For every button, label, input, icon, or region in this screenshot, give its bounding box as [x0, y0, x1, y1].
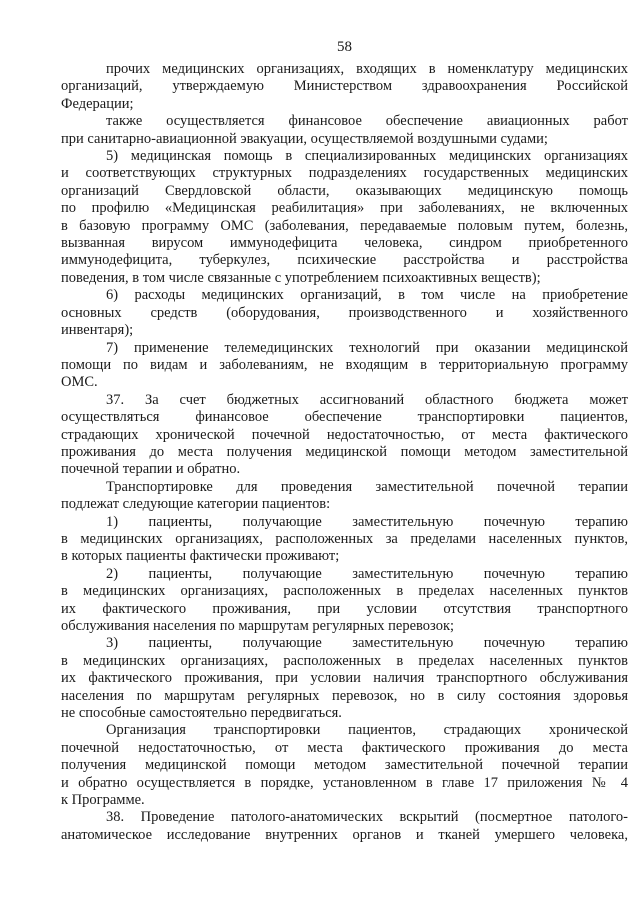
document-body: [61, 61, 628, 844]
text-line: инвентаря);: [61, 322, 134, 339]
text-line: проживания до места получения медицинской помощи методом заместительной: [61, 443, 628, 460]
text-line: 6) расходы медицинских организаций, в том числе на приобретение: [106, 287, 628, 304]
paragraph: [61, 514, 628, 566]
page-number: 58: [337, 39, 352, 55]
paragraph: [61, 722, 628, 809]
text-line: иммунодефицита, туберкулез, психические расстройства и расстройства: [61, 252, 628, 269]
text-line: поведения, в том числе связанные с употреблением психоактивных веществ);: [61, 269, 541, 286]
text-line: в которых пациенты фактически проживают;: [61, 548, 340, 565]
text-line: страдающих хронической почечной недостаточностью, от места фактического: [61, 426, 628, 443]
text-line: почечной недостаточностью, от места фактического проживания до места: [61, 739, 628, 756]
text-line: 7) применение телемедицинских технологий при оказании медицинской: [106, 339, 628, 356]
text-line: помощи по видам и заболеваниям, не входящим в территориальную программу: [61, 356, 628, 373]
paragraph: [61, 392, 628, 479]
paragraph: [61, 566, 628, 636]
text-line: населения по маршрутам регулярных перевозок, но в силу состояния здоровья: [61, 687, 628, 704]
paragraph: [61, 148, 628, 287]
paragraph: [61, 340, 628, 392]
text-line: и обратно осуществляется в порядке, установленном в главе 17 приложения № 4: [61, 774, 628, 791]
text-line: Организация транспортировки пациентов, страдающих хронической: [106, 722, 628, 739]
text-line: почечной терапии и обратно.: [61, 461, 241, 478]
text-line: их фактического проживания, при условии отсутствия транспортного: [61, 600, 628, 617]
text-line: прочих медицинских организациях, входящих в номенклатуру медицинских: [106, 61, 628, 77]
text-line: Транспортировке для проведения заместительной почечной терапии: [106, 478, 628, 495]
text-line: 2) пациенты, получающие заместительную почечную терапию: [106, 565, 628, 582]
text-line: 37. За счет бюджетных ассигнований областного бюджета может: [106, 391, 628, 408]
paragraph: [61, 635, 628, 722]
text-line: 38. Проведение патолого-анатомических вскрытий (посмертное патолого-: [106, 809, 628, 826]
text-line: по профилю «Медицинская реабилитация» при заболеваниях, не включенных: [61, 200, 628, 217]
text-line: обслуживания населения по маршрутам регулярных перевозок;: [61, 618, 455, 634]
text-line: подлежат следующие категории пациентов:: [61, 496, 331, 513]
text-line: в медицинских организациях, расположенных в пределах населенных пунктов: [61, 652, 628, 669]
text-line: и соответствующих структурных подразделениях государственных медицинских: [61, 165, 628, 182]
text-line: их фактического проживания, при условии наличия транспортного обслуживания: [61, 670, 628, 687]
text-line: также осуществляется финансовое обеспечение авиационных работ: [106, 113, 628, 130]
text-line: в медицинских организациях, расположенных за пределами населенных пунктов,: [61, 530, 628, 547]
text-line: анатомическое исследование внутренних органов и тканей умершего человека,: [61, 826, 628, 843]
paragraph: [61, 113, 628, 148]
paragraph: [61, 61, 628, 113]
text-line: в базовую программу ОМС (заболевания, передаваемые половым путем, болезнь,: [61, 217, 628, 234]
text-line: вызванная вирусом иммунодефицита человека, синдром приобретенного: [61, 235, 628, 252]
text-line: организаций, утверждаемую Министерством здравоохранения Российской: [61, 78, 628, 95]
text-line: Федерации;: [61, 95, 134, 112]
paragraph: [61, 287, 628, 339]
text-line: к Программе.: [61, 792, 145, 809]
text-line: основных средств (оборудования, производственного и хозяйственного: [61, 304, 628, 321]
text-line: ОМС.: [61, 374, 98, 391]
paragraph: [61, 479, 628, 514]
text-line: осуществляться финансовое обеспечение транспортировки пациентов,: [61, 409, 628, 426]
text-line: 5) медицинская помощь в специализированных медицинских организациях: [106, 148, 628, 165]
text-line: не способные самостоятельно передвигаться.: [61, 705, 342, 722]
text-line: в медицинских организациях, расположенных в пределах населенных пунктов: [61, 583, 628, 600]
text-line: при санитарно-авиационной эвакуации, осуществляемой воздушными судами;: [61, 130, 548, 147]
text-line: 1) пациенты, получающие заместительную почечную терапию: [106, 513, 628, 530]
text-line: 3) пациенты, получающие заместительную почечную терапию: [106, 635, 628, 652]
text-line: получения медицинской помощи методом заместительной почечной терапии: [61, 757, 628, 774]
paragraph: [61, 809, 628, 844]
text-line: организаций Свердловской области, оказывающих медицинскую помощь: [61, 182, 628, 199]
